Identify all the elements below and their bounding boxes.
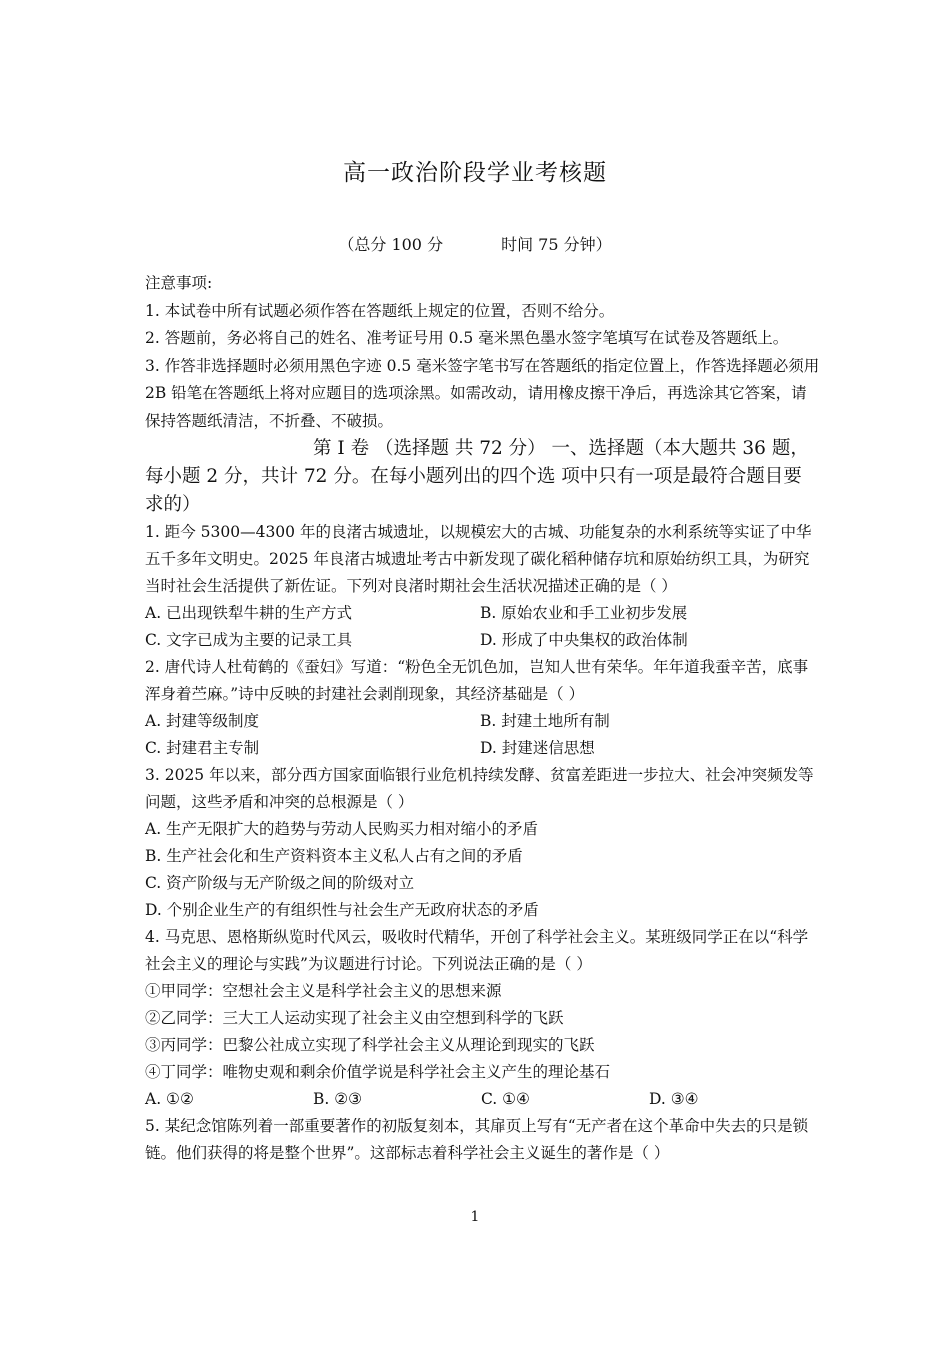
option-row	[145, 735, 820, 762]
option-c: C. 封建君主专制	[145, 739, 260, 757]
question-4	[145, 924, 820, 1113]
option-d: D. 封建迷信思想	[480, 739, 595, 757]
statement-item: ②乙同学：三大工人运动实现了社会主义由空想到科学的飞跃	[145, 1009, 564, 1027]
note-item: 2. 答题前，务必将自己的姓名、准考证号用 0.5 毫米黑色墨水签字笔填写在试卷及答题纸上。	[145, 329, 789, 347]
option-row	[145, 627, 820, 654]
question-2	[145, 654, 820, 762]
option-b: B. 封建土地所有制	[480, 712, 610, 730]
section-header	[145, 435, 820, 519]
option-b: B. 生产社会化和生产资料资本主义私人占有之间的矛盾	[145, 847, 523, 865]
question-stem: 2. 唐代诗人杜荀鹤的《蚕妇》写道：“粉色全无饥色加，岂知人世有荣华。年年道我蚕辛苦，底事浑身着苎麻。”诗中反映的封建社会剥削现象，其经济基础是（ ）	[145, 658, 809, 703]
volume-title: 第 I 卷 （选择题 共 72 分）	[313, 438, 546, 459]
exam-title: 高一政治阶段学业考核题	[343, 160, 607, 186]
option-a: A. 已出现铁犁牛耕的生产方式	[145, 604, 353, 622]
option-c: C. 资产阶级与无产阶级之间的阶级对立	[145, 874, 415, 892]
statement-item: ④丁同学：唯物史观和剩余价值学说是科学社会主义产生的理论基石	[145, 1063, 611, 1081]
statement-item: ①甲同学：空想社会主义是科学社会主义的思想来源	[145, 982, 502, 1000]
notes-section	[145, 270, 820, 435]
option-d: D. 个别企业生产的有组织性与社会生产无政府状态的矛盾	[145, 901, 539, 919]
section-instruction: 一、选择题（本大题共 36 题，每小题 2 分，共计 72 分。在每小题列出的四个选 项中只有一项是最符合题目要求的）	[145, 438, 809, 515]
option-c: C. 文字已成为主要的记录工具	[145, 631, 353, 649]
option-a: A. 生产无限扩大的趋势与劳动人民购买力相对缩小的矛盾	[145, 820, 539, 838]
option-row	[145, 708, 820, 735]
page-number: 1	[470, 1209, 480, 1225]
exam-subtitle	[0, 232, 950, 255]
option-a: A. ①②	[145, 1090, 194, 1108]
question-1	[145, 519, 820, 654]
option-a: A. 封建等级制度	[145, 712, 260, 730]
question-stem: 3. 2025 年以来，部分西方国家面临银行业危机持续发酵、贫富差距进一步拉大、社会冲突频发等问题，这些矛盾和冲突的总根源是（ ）	[145, 766, 814, 811]
notes-heading: 注意事项:	[145, 274, 213, 292]
option-c: C. ①④	[481, 1090, 530, 1108]
statement-item: ③丙同学：巴黎公社成立实现了科学社会主义从理论到现实的飞跃	[145, 1036, 595, 1054]
option-row	[145, 1086, 820, 1113]
option-d: D. ③④	[649, 1090, 699, 1108]
question-stem: 4. 马克思、恩格斯纵览时代风云，吸收时代精华，开创了科学社会主义。某班级同学正在以“科学社会主义的理论与实践”为议题进行讨论。下列说法正确的是（ ）	[145, 928, 809, 973]
question-stem: 1. 距今 5300—4300 年的良渚古城遗址，以规模宏大的古城、功能复杂的水利系统等实证了中华五千多年文明史。2025 年良渚古城遗址考古中新发现了碳化稻种储存坑和原始纺织工具，为研究当时社会生活提供了新佐证。下列对良渚时期社会生活状况描述正确的是（ ）	[145, 523, 812, 595]
note-item: 1. 本试卷中所有试题必须作答在答题纸上规定的位置，否则不给分。	[145, 301, 615, 320]
exam-body	[145, 270, 820, 1167]
option-b: B. ②③	[313, 1090, 363, 1108]
exam-time: 时间 75 分钟）	[501, 235, 612, 254]
question-3	[145, 762, 820, 924]
note-item: 3. 作答非选择题时必须用黑色字迹 0.5 毫米签字笔书写在答题纸的指定位置上，作答选择题必须用 2B 铅笔在答题纸上将对应题目的选项涂黑。如需改动，请用橡皮擦干净后，再选涂其它答案，请保持答题纸清洁，不折叠、不破损。	[145, 356, 820, 430]
option-row	[145, 600, 820, 627]
question-5	[145, 1113, 820, 1167]
question-stem: 5. 某纪念馆陈列着一部重要著作的初版复刻本，其扉页上写有“无产者在这个革命中失去的只是锁链。他们获得的将是整个世界”。这部标志着科学社会主义诞生的著作是（ ）	[145, 1117, 809, 1162]
total-score: （总分 100 分	[338, 235, 444, 254]
option-d: D. 形成了中央集权的政治体制	[480, 631, 688, 649]
option-b: B. 原始农业和手工业初步发展	[480, 604, 688, 622]
